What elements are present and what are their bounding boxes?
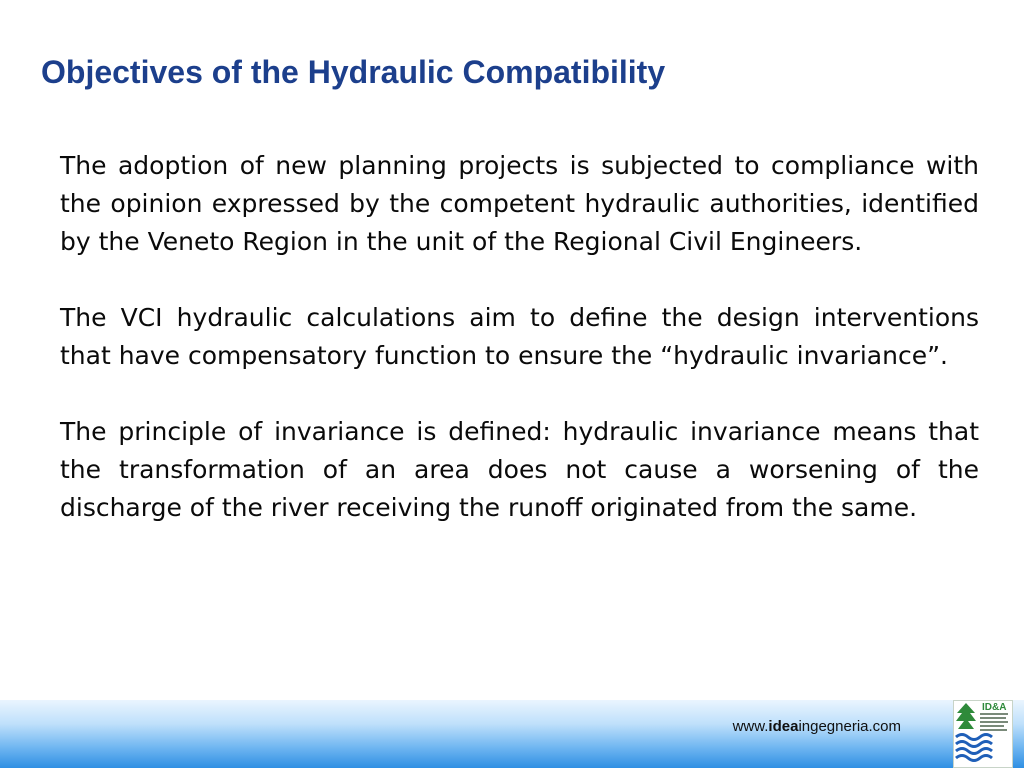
website-prefix: www. <box>732 718 769 735</box>
logo-fineprint-line <box>980 717 1006 719</box>
logo-fineprint-line <box>980 713 1008 715</box>
slide-title: Objectives of the Hydraulic Compatibility <box>41 54 666 90</box>
logo-text: ID&A <box>982 702 1007 713</box>
logo-tree-icon <box>956 703 976 729</box>
logo-wave-icon <box>956 756 992 761</box>
logo-fineprint-line <box>980 721 1008 723</box>
logo-wave-icon <box>956 735 992 740</box>
website-brand: idea <box>768 718 799 735</box>
logo-fineprint-line <box>980 725 1004 727</box>
logo-wave-icon <box>956 742 992 747</box>
logo-fineprint-line <box>980 729 1007 731</box>
slide-body <box>60 147 979 527</box>
company-logo <box>953 700 1013 768</box>
paragraph-planning-compliance: The adoption of new planning projects is subjected to compliance with the opinion expressed by the competent hydraulic authorities, identified by the Veneto Region in the unit of the Regional Civil Engineers. <box>60 151 979 256</box>
paragraph-vci-calculations: The VCI hydraulic calculations aim to define the design interventions that have compensatory function to ensure the “hydraulic invariance”. <box>60 303 979 370</box>
website-suffix: ingegneria.com <box>798 718 901 735</box>
website-link[interactable] <box>733 718 901 735</box>
paragraph-invariance-principle: The principle of invariance is defined: hydraulic invariance means that the transformation of an area does not cause a worsening of the discharge of the river receiving the runoff originated from the same. <box>60 417 979 522</box>
logo-wave-icon <box>956 749 992 754</box>
